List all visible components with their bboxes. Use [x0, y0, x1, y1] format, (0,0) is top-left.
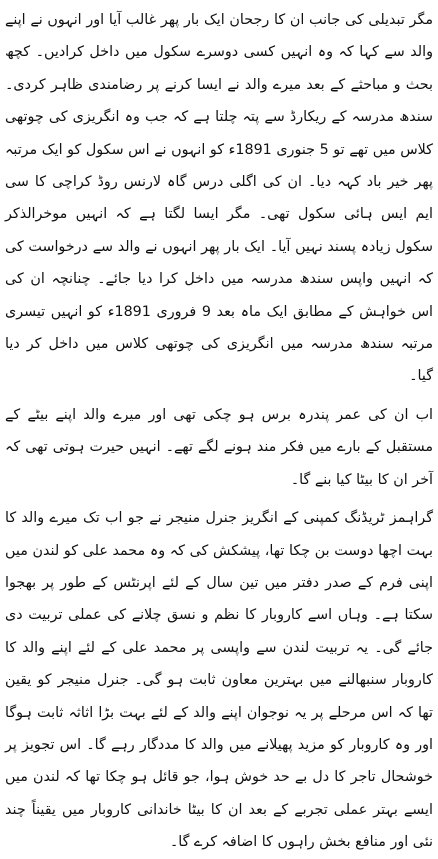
paragraph-2: اب ان کی عمر پندرہ برس ہو چکی تھی اور میرے والد اپنے بیٹے کے مستقبل کے بارے میں فکر مند ہونے لگے تھے۔ انہیں حیرت ہوتی تھی کہ آخر ان کا بیٹا کیا بنے گا۔: [5, 406, 433, 488]
paragraph-3: گراہمز ٹریڈنگ کمپنی کے انگریز جنرل منیجر نے جو اب تک میرے والد کا بہت اچھا دوست بن چکا تھا، پیشکش کی کہ وہ محمد علی کو لندن میں اپنی فرم کے صدر دفتر میں تین سال کے لئے اپرنٹس کے طور پر بھجوا سکتا ہے۔ وہاں اسے کاروبار کا نظم و نسق چلانے کی عملی تربیت دی جائے گی۔ یہ تربیت لندن سے واپسی پر محمد علی کے لئے اپنے والد کا کاروبار سنبھالنے میں بہترین معاون ثابت ہو گی۔ جنرل منیجر کو یقین تھا کہ اس مرحلے پر یہ نوجوان اپنے والد کے لئے بہت بڑا اثاثہ ثابت ہوگا اور وہ کاروبار کو مزید پھیلانے میں والد کا مددگار رہے گا۔ اس تجویز پر خوشحال تاجر کا دل بے حد خوش ہوا، جو قائل ہو چکا تھا کہ لندن میں ایسے بہتر عملی تجربے کے بعد ان کا بیٹا خاندانی کاروبار میں یقیناً چند نئی اور منافع بخش راہوں کا اضافہ کرے گا۔: [5, 510, 433, 851]
paragraph-1: مگر تبدیلی کی جانب ان کا رجحان ایک بار پھر غالب آیا اور انہوں نے اپنے والد سے کہا کہ وہ انہیں کسی دوسرے سکول میں داخل کرادیں۔ کچھ بحث و مباحثے کے بعد میرے والد نے ایسا کرنے پر رضامندی ظاہر کردی۔ سندھ مدرسہ کے ریکارڈ سے پتہ چلتا ہے کہ جب وہ انگریزی کی چوتھی کلاس میں تھے تو 5 جنوری 1891ء کو انہوں نے اس سکول کو ایک مرتبہ پھر خیر باد کہہ دیا۔ ان کی اگلی درس گاہ لارنس روڈ کراچی کا سی ایم ایس ہائی سکول تھی۔ مگر ایسا لگتا ہے کہ انہیں موخرالذکر سکول زیادہ پسند نہیں آیا۔ ایک بار پھر انہوں نے والد سے درخواست کی کہ انہیں واپس سندھ مدرسہ میں داخل کرا دیا جائے۔ چنانچہ ان کی اس خواہش کے مطابق ایک ماہ بعد 9 فروری 1891ء کو انہیں تیسری مرتبہ سندھ مدرسہ میں انگریزی کی چوتھی کلاس میں داخل کر دیا گیا۔: [5, 12, 434, 385]
